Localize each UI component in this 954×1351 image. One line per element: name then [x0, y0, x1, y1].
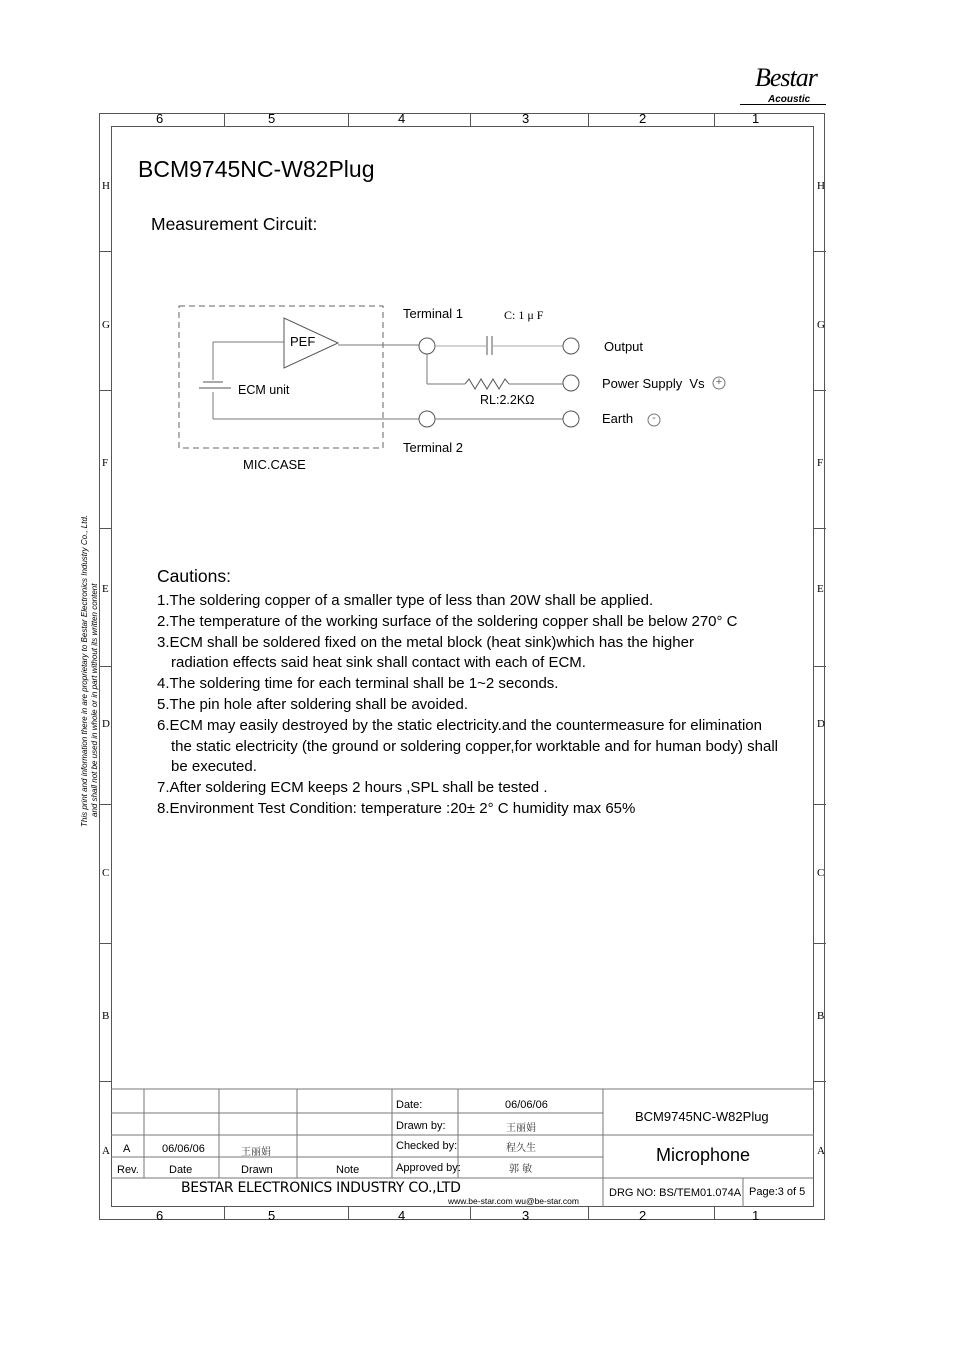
caution-item: 6.ECM may easily destroyed by the static electricity.and the countermeasure for elimination	[157, 716, 762, 734]
column-label-2: 2	[639, 1208, 647, 1223]
row-label-a: A	[817, 1145, 825, 1157]
checked-by-label: Checked by:	[396, 1140, 458, 1152]
date-header: Date	[169, 1164, 193, 1176]
row-label-b: B	[817, 1010, 825, 1022]
proprietary-notice-line2: and shall not be used in whole or in part without its written content	[90, 583, 99, 817]
checked-by-value: 程久生	[506, 1143, 536, 1154]
rev-header: Rev.	[117, 1164, 139, 1176]
caution-item: 7.After soldering ECM keeps 2 hours ,SPL shall be tested .	[157, 779, 548, 797]
approved-by-label: Approved by:	[396, 1162, 461, 1174]
row-label-g: G	[102, 319, 110, 331]
column-label-5: 5	[268, 1208, 276, 1223]
caution-item: 8.Environment Test Condition: temperature :20± 2° C humidity max 65%	[157, 799, 636, 817]
company-contact: www.be-star.com wu@be-star.com	[448, 1196, 579, 1206]
bestar-logo: Bestar	[755, 63, 817, 92]
pef-label: PEF	[290, 334, 316, 349]
revision-drawn: 王丽娟	[241, 1147, 271, 1158]
date-value: 06/06/06	[505, 1099, 548, 1111]
resistor-label: RL:2.2KΩ	[480, 393, 535, 407]
caution-item: 2.The temperature of the working surface of the soldering copper shall be below 270° C	[157, 612, 738, 630]
logo-subtitle: Acoustic	[768, 94, 811, 105]
terminal-2-label: Terminal 2	[403, 440, 463, 455]
drawn-by-value: 王丽娟	[506, 1123, 536, 1134]
note-header: Note	[336, 1164, 360, 1176]
revision-date: 06/06/06	[162, 1143, 205, 1155]
terminal-1-label: Terminal 1	[403, 306, 463, 321]
mic-case-label: MIC.CASE	[243, 457, 306, 472]
row-label-h: H	[817, 180, 825, 192]
ecm-unit-label: ECM unit	[238, 383, 290, 397]
row-label-e: E	[102, 583, 109, 595]
caution-item-continued: be executed.	[171, 758, 257, 776]
row-label-f: F	[102, 457, 109, 469]
caution-item-continued: the static electricity (the ground or soldering copper,for worktable and for human body) shall	[171, 737, 778, 755]
row-label-a: A	[102, 1145, 110, 1157]
page-number: Page:3 of 5	[749, 1186, 806, 1198]
caution-item: 5.The pin hole after soldering shall be avoided.	[157, 695, 469, 713]
row-label-c: C	[817, 867, 825, 879]
part-number: BCM9745NC-W82Plug	[635, 1109, 769, 1124]
proprietary-notice-line1: This print and information there in are proprietary to Bestar Electronics Industry Co., Ltd.	[80, 514, 89, 827]
column-label-3: 3	[522, 1208, 530, 1223]
drawing-number: DRG NO: BS/TEM01.074A	[609, 1187, 742, 1199]
column-label-5: 5	[268, 111, 276, 126]
row-label-g: G	[817, 319, 825, 331]
caution-item-continued: radiation effects said heat sink shall contact with each of ECM.	[171, 654, 586, 672]
minus-icon: -	[652, 412, 656, 424]
plus-icon: +	[715, 376, 723, 388]
document-title: BCM9745NC-W82Plug	[138, 156, 375, 182]
column-label-3: 3	[522, 111, 530, 126]
revision-value: A	[123, 1143, 131, 1155]
caution-item: 4.The soldering time for each terminal shall be 1~2 seconds.	[157, 675, 559, 693]
row-label-d: D	[102, 718, 110, 730]
output-label: Output	[604, 339, 644, 354]
row-label-c: C	[102, 867, 110, 879]
column-label-1: 1	[752, 111, 760, 126]
column-label-4: 4	[398, 111, 406, 126]
drawn-by-label: Drawn by:	[396, 1120, 446, 1132]
column-label-1: 1	[752, 1208, 760, 1223]
caution-item: 1.The soldering copper of a smaller type of less than 20W shall be applied.	[157, 592, 654, 609]
section-title: Measurement Circuit:	[151, 214, 318, 234]
capacitor-label: C: 1 μ F	[504, 308, 544, 322]
drawn-header: Drawn	[241, 1164, 273, 1176]
power-supply-label: Power Supply Vs	[602, 376, 705, 391]
row-label-f: F	[817, 457, 824, 469]
row-label-b: B	[102, 1010, 110, 1022]
date-label: Date:	[396, 1099, 423, 1111]
company-name: BESTAR ELECTRONICS INDUSTRY CO.,LTD	[181, 1180, 461, 1196]
row-label-d: D	[817, 718, 825, 730]
column-label-6: 6	[156, 1208, 164, 1223]
earth-label: Earth	[602, 411, 634, 426]
row-label-e: E	[817, 583, 824, 595]
approved-by-value: 郭 敏	[509, 1164, 533, 1175]
column-label-4: 4	[398, 1208, 406, 1223]
caution-item: 3.ECM shall be soldered fixed on the metal block (heat sink)which has the higher	[157, 633, 694, 651]
column-label-2: 2	[639, 111, 647, 126]
column-label-6: 6	[156, 111, 164, 126]
cautions-heading: Cautions:	[157, 566, 231, 586]
row-label-h: H	[102, 180, 110, 192]
product-name: Microphone	[656, 1145, 751, 1165]
